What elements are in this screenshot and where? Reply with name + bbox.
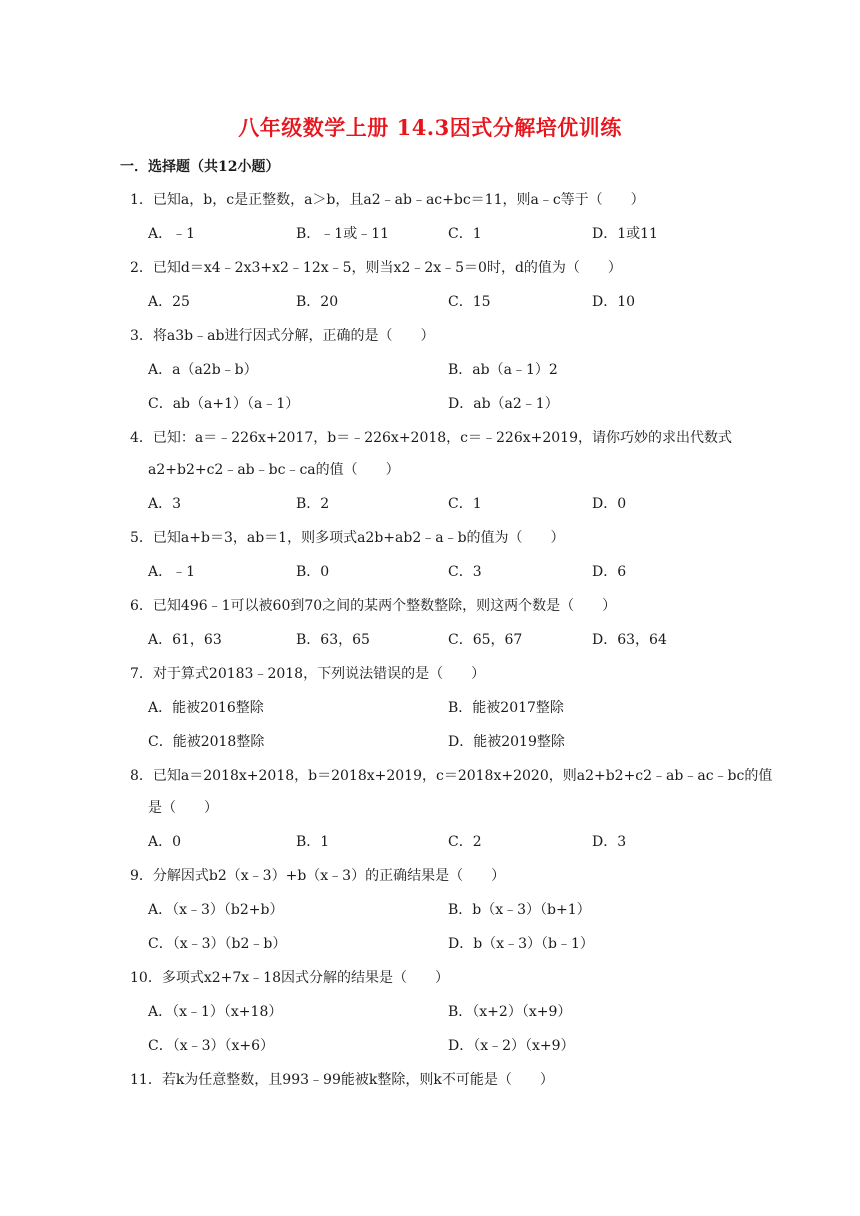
- question-text: 对于算式20183﹣2018，下列说法错误的是（ ）: [152, 666, 486, 682]
- answer-option: D．6: [592, 564, 627, 580]
- answer-option: D．能被2019整除: [448, 734, 565, 750]
- answer-option: D．1或11: [592, 226, 658, 242]
- question-number: 2．: [130, 260, 153, 276]
- answer-option: A．a（a2b﹣b）: [148, 362, 258, 378]
- answer-option: B．能被2017整除: [448, 700, 564, 716]
- answer-option: B．20: [296, 294, 339, 310]
- page-title: 八年级数学上册 14.3因式分解培优训练: [238, 115, 622, 140]
- answer-option: C．ab（a+1）（a﹣1）: [148, 396, 300, 412]
- answer-option: D．3: [592, 834, 627, 850]
- question-stem: [130, 664, 485, 684]
- question-stem: [130, 326, 434, 346]
- answer-option: C．能被2018整除: [148, 734, 265, 750]
- answer-option: A．0: [148, 834, 182, 850]
- question-text: 已知a+b＝3，ab＝1，则多项式a2b+ab2﹣a﹣b的值为（ ）: [152, 530, 565, 546]
- answer-option: A．（x﹣3）（b2+b）: [148, 902, 284, 918]
- question-text: 已知d＝x4﹣2x3+x2﹣12x﹣5，则当x2﹣2x﹣5＝0时，d的值为（ ）: [152, 260, 622, 276]
- answer-option: D．（x﹣2）（x+9）: [448, 1038, 575, 1054]
- answer-option: B．1: [296, 834, 330, 850]
- answer-option: D．b（x﹣3）（b﹣1）: [448, 936, 594, 952]
- question-number: 1．: [130, 192, 153, 208]
- answer-option: A．（x﹣1）（x+18）: [148, 1004, 283, 1020]
- section-heading: 一．选择题（共12小题）: [120, 159, 280, 175]
- answer-option: A．﹣1: [148, 226, 196, 242]
- question-number: 7．: [130, 666, 153, 682]
- question-number: 5．: [130, 530, 153, 546]
- question-stem: [130, 766, 772, 786]
- answer-option: B．0: [296, 564, 330, 580]
- question-text: 已知a，b，c是正整数，a＞b，且a2﹣ab﹣ac+bc＝11，则a﹣c等于（ ）: [152, 192, 645, 208]
- answer-option: B．2: [296, 496, 330, 512]
- answer-option: B．（x+2）（x+9）: [448, 1004, 572, 1020]
- answer-option: D．ab（a2﹣1）: [448, 396, 559, 412]
- answer-option: A．61，63: [148, 632, 222, 648]
- answer-option: C．2: [448, 834, 482, 850]
- question-text-continued: 是（ ）: [148, 800, 218, 816]
- answer-option: B．b（x﹣3）（b+1）: [448, 902, 591, 918]
- answer-option: C．1: [448, 226, 482, 242]
- question-number: 11．: [130, 1072, 162, 1088]
- answer-option: D．0: [592, 496, 627, 512]
- question-text: 已知a＝2018x+2018，b＝2018x+2019，c＝2018x+2020，则a2+b2+c2﹣ab﹣ac﹣bc的值: [152, 768, 773, 784]
- question-text-continued: a2+b2+c2﹣ab﹣bc﹣ca的值（ ）: [148, 462, 400, 478]
- question-text: 已知：a＝﹣226x+2017，b＝﹣226x+2018，c＝﹣226x+2019，请你巧妙的求出代数式: [152, 430, 732, 446]
- answer-option: A．能被2016整除: [148, 700, 264, 716]
- question-text: 多项式x2+7x﹣18因式分解的结果是（ ）: [161, 970, 449, 986]
- question-stem: [130, 1070, 554, 1090]
- question-stem: [130, 258, 622, 278]
- question-number: 3．: [130, 328, 153, 344]
- answer-option: C．3: [448, 564, 482, 580]
- question-stem: [130, 968, 449, 988]
- answer-option: C．15: [448, 294, 491, 310]
- answer-option: C．1: [448, 496, 482, 512]
- question-number: 6．: [130, 598, 153, 614]
- answer-option: C．65，67: [448, 632, 523, 648]
- answer-option: A．﹣1: [148, 564, 196, 580]
- answer-option: B．ab（a﹣1）2: [448, 362, 558, 378]
- question-number: 8．: [130, 768, 153, 784]
- question-stem: [130, 596, 616, 616]
- question-number: 4．: [130, 430, 153, 446]
- answer-option: A．3: [148, 496, 182, 512]
- answer-option: D．63，64: [592, 632, 667, 648]
- question-text: 分解因式b2（x﹣3）+b（x﹣3）的正确结果是（ ）: [152, 868, 506, 884]
- answer-option: B．63，65: [296, 632, 370, 648]
- answer-option: C．（x﹣3）（b2﹣b）: [148, 936, 287, 952]
- question-stem: [130, 866, 505, 886]
- question-text: 已知496﹣1可以被60到70之间的某两个整数整除，则这两个数是（ ）: [152, 598, 617, 614]
- answer-option: D．10: [592, 294, 636, 310]
- question-text: 将a3b﹣ab进行因式分解，正确的是（ ）: [152, 328, 435, 344]
- question-number: 10．: [130, 970, 162, 986]
- answer-option: C．（x﹣3）（x+6）: [148, 1038, 275, 1054]
- answer-option: B．﹣1或﹣11: [296, 226, 390, 242]
- question-stem: [130, 428, 732, 448]
- question-stem: [130, 528, 565, 548]
- question-number: 9．: [130, 868, 153, 884]
- question-text: 若k为任意整数，且993﹣99能被k整除，则k不可能是（ ）: [161, 1072, 554, 1088]
- answer-option: A．25: [148, 294, 190, 310]
- question-stem: [130, 190, 645, 210]
